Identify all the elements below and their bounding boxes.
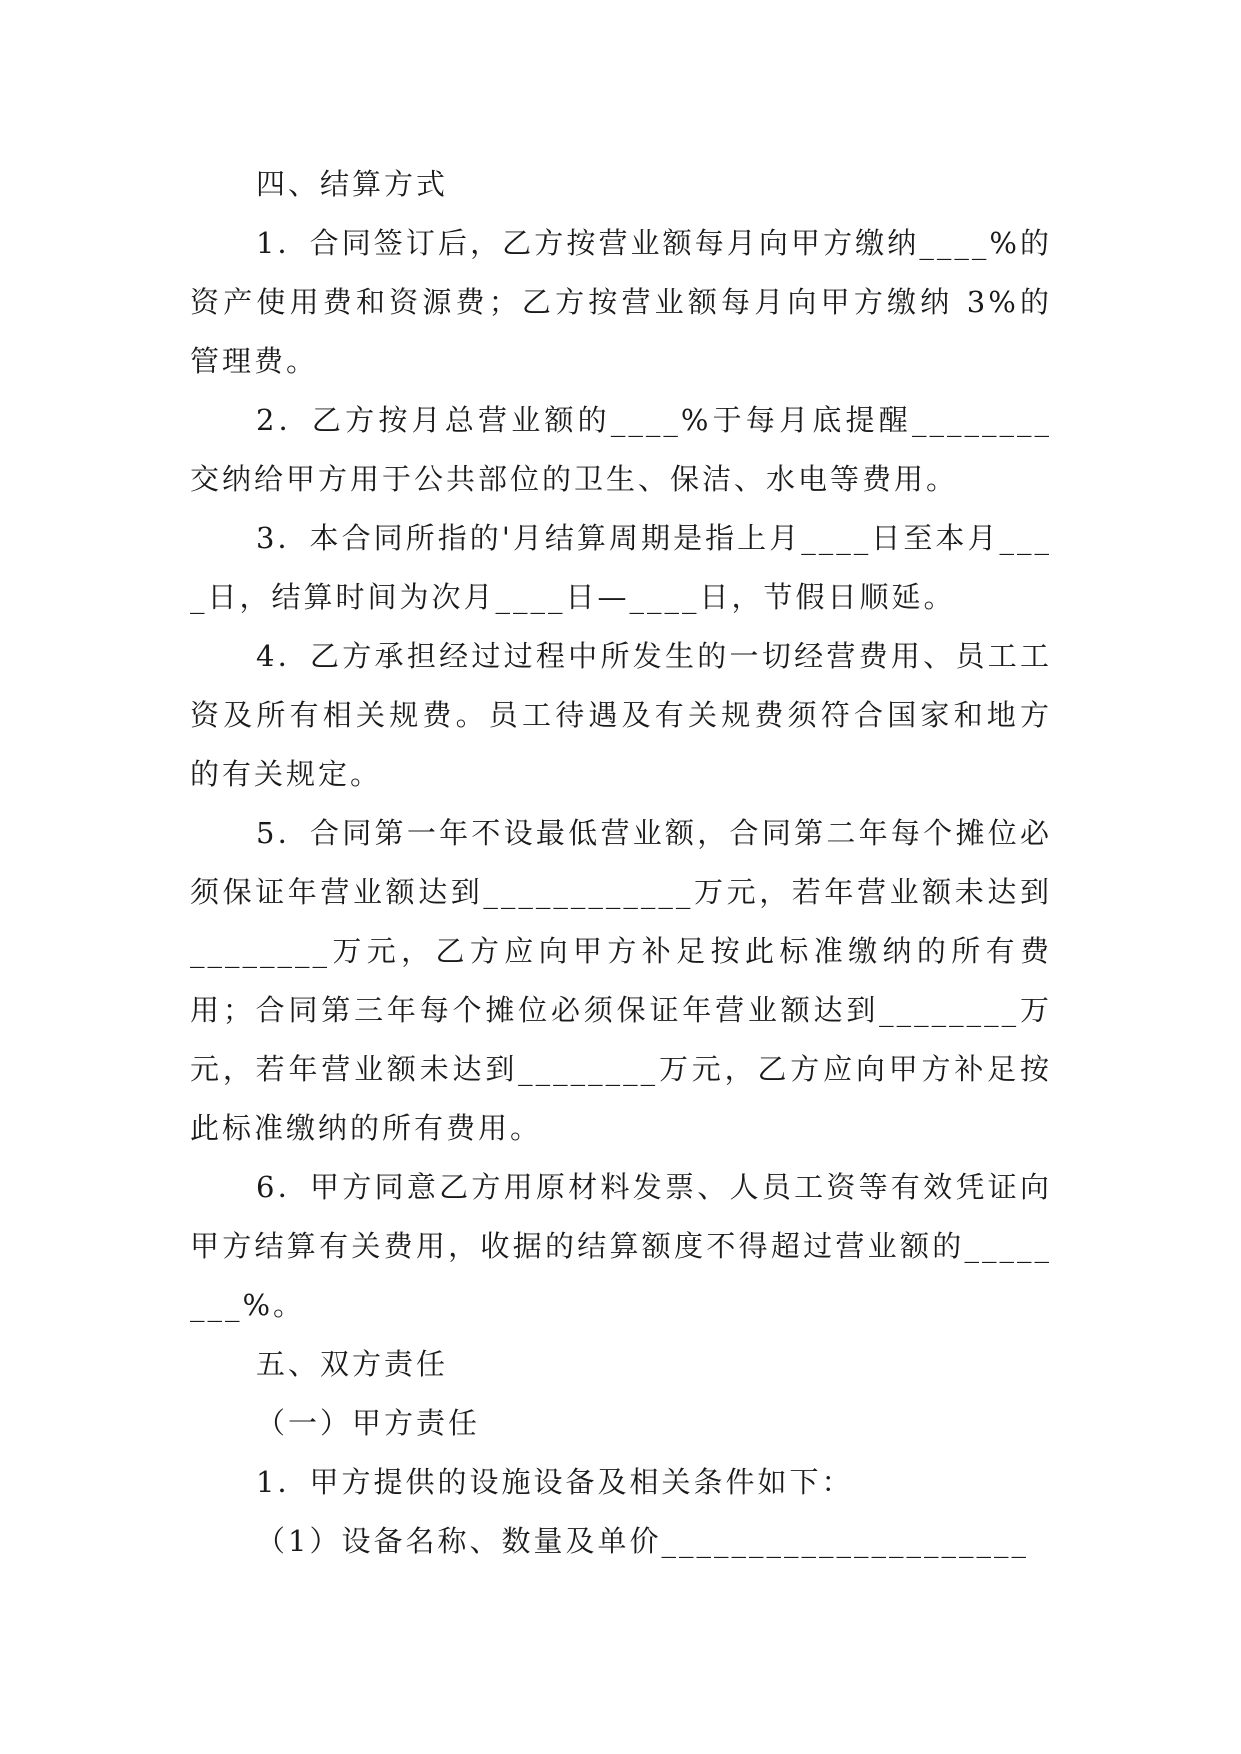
clause-paragraph: 5．合同第一年不设最低营业额，合同第二年每个摊位必须保证年营业额达到____________万元，若年营业额未达到________万元，乙方应向甲方补足按此标准缴纳的所有费用；合同第三年每个摊位必须保证年营业额达到________万元，若年营业额未达到________万元，乙方应向甲方补足按此标准缴纳的所有费用。 [190,816,1052,1145]
clause-paragraph: （1）设备名称、数量及单价_____________________ [256,1524,1029,1558]
clause-paragraph: 2．乙方按月总营业额的____%于每月底提醒________交纳给甲方用于公共部位的卫生、保洁、水电等费用。 [190,403,1052,496]
clause-paragraph: 3．本合同所指的'月结算周期是指上月____日至本月____日，结算时间为次月____日—____日，节假日顺延。 [190,521,1052,614]
clause-paragraph: 1．甲方提供的设施设备及相关条件如下： [256,1465,854,1499]
clause-paragraph: 6．甲方同意乙方用原材料发票、人员工资等有效凭证向甲方结算有关费用，收据的结算额度不得超过营业额的________%。 [190,1170,1052,1322]
document-body [190,155,1052,1571]
clause-paragraph: 4．乙方承担经过过程中所发生的一切经营费用、员工工资及所有相关规费。员工待遇及有关规费须符合国家和地方的有关规定。 [190,639,1052,791]
subsection-heading-party-a: （一）甲方责任 [256,1406,481,1440]
section-heading-settlement: 四、结算方式 [256,167,449,201]
clause-paragraph: 1．合同签订后，乙方按营业额每月向甲方缴纳____%的资产使用费和资源费；乙方按营业额每月向甲方缴纳 3%的管理费。 [190,226,1052,378]
section-heading-responsibilities: 五、双方责任 [256,1347,449,1381]
